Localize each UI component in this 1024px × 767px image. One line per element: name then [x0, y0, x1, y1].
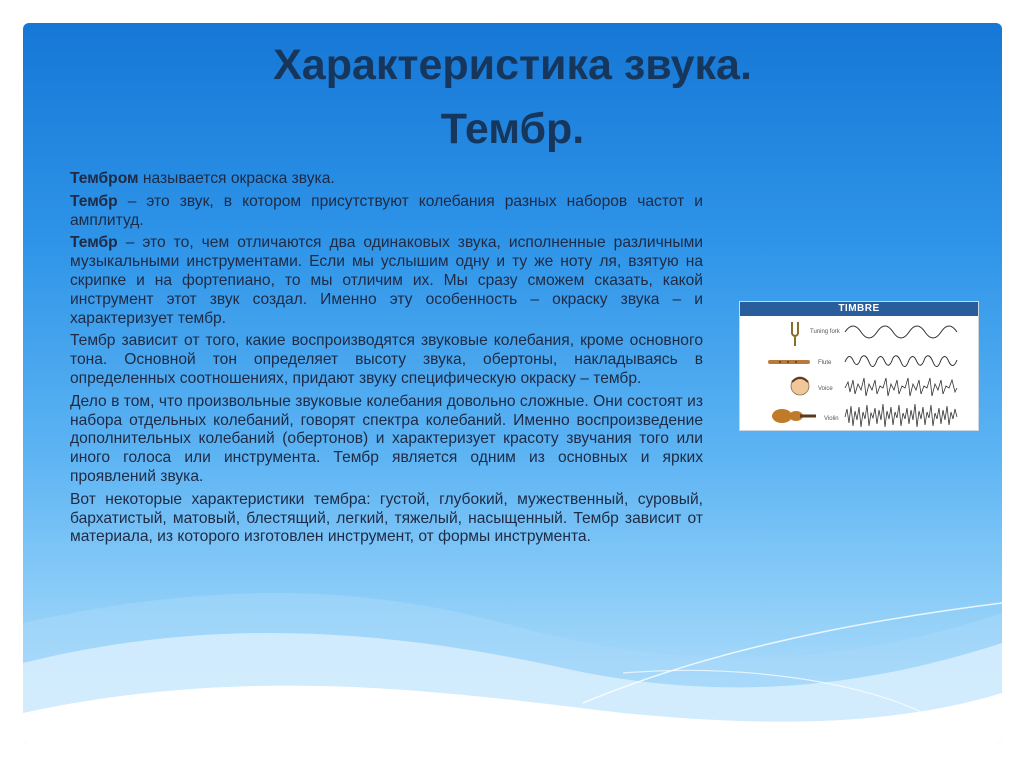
paragraph-3 — [70, 234, 703, 328]
violin-icon — [772, 409, 816, 423]
row-label-voice: Voice — [818, 386, 833, 392]
slide-title-line1: Характеристика звука. — [273, 41, 752, 89]
paragraph-6 — [70, 491, 703, 547]
paragraph-4-text: Тембр зависит от того, какие воспроизводятся звуковые колебания, кроме основного тона. Основной тон определяет высоту звука, обертоны, накладываясь в определенных соотношениях, придают звуку специфическую окраску – тембр. — [70, 332, 703, 387]
paragraph-2-text: – это звук, в котором присутствуют колебания разных наборов частот и амплитуд. — [70, 192, 703, 229]
row-label-tuning-fork: Tuning fork — [810, 329, 840, 335]
body-text — [70, 170, 703, 551]
slide — [23, 23, 1002, 744]
row-label-flute: Flute — [818, 360, 832, 366]
tuning-fork-icon — [792, 322, 798, 346]
paragraph-4 — [70, 332, 703, 388]
paragraph-2 — [70, 193, 703, 231]
paragraph-1 — [70, 170, 703, 189]
paragraph-1-text: называется окраска звука. — [138, 170, 335, 187]
paragraph-3-bold: Тембр — [70, 234, 118, 252]
flute-icon — [768, 360, 810, 364]
paragraph-5-text: Дело в том, что произвольные звуковые колебания довольно сложные. Они состоят из набора отдельных колебаний, говорят спектра колебаний. Именно воспроизведение дополнительных колебаний (обертонов) и характеризует красоту звучания того или иного голоса или инструмента. Тембр является одним из основных и ярких проявлений звука. — [70, 392, 703, 485]
slide-title-line2: Тембр. — [440, 105, 585, 153]
timbre-figure — [739, 301, 979, 431]
voice-icon — [791, 377, 809, 395]
paragraph-2-bold: Тембр — [70, 192, 118, 210]
paragraph-5 — [70, 393, 703, 487]
row-label-violin: Violin — [824, 416, 839, 422]
timbre-figure-header: TIMBRE — [740, 302, 978, 316]
paragraph-1-bold: Тембром — [70, 170, 139, 187]
timbre-waveforms — [740, 316, 978, 431]
paragraph-6-text: Вот некоторые характеристики тембра: густой, глубокий, мужественный, суровый, бархатистый, матовый, блестящий, легкий, тяжелый, насыщенный. Тембр зависит от материала, из которого изготовлен инструмент, от формы инструмента. — [70, 490, 703, 546]
paragraph-3-text: – это то, чем отличаются два одинаковых звука, исполненные различными музыкальными инструментами. Если мы услышим одну и ту же ноту ля, взятую на скрипке и на фортепиано, то мы отличим их. Мы сразу сможем сказать, какой инструмент этот звук создал. Именно эту особенность – окраску звука – и характеризует тембр. — [70, 234, 703, 327]
